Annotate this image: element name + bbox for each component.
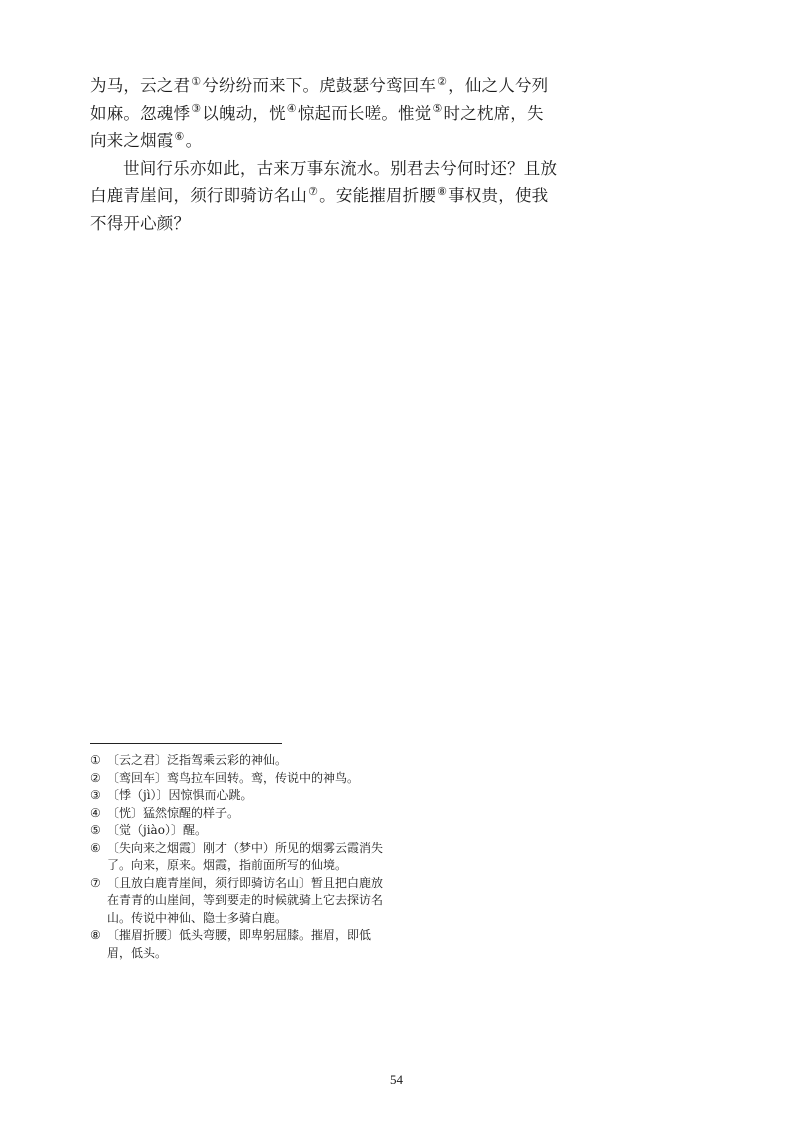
footnote-text: 〔鸾回车〕鸾鸟拉车回转。鸾，传说中的神鸟。 [107,770,360,785]
poem-text-segment: 以魄动，恍 [202,103,286,123]
footnote-8 [90,927,390,962]
poem-text-segment: 惊起而长嗟。惟觉 [297,103,432,123]
footnote-marker-2: ② [437,74,448,88]
footnote-marker-3: ③ [191,102,202,116]
footnote-1 [90,752,390,770]
poem-stanza-2 [90,155,560,238]
poem-text-segment: 时之枕席，失向来之烟霞 [90,103,544,150]
footnote-3 [90,787,390,805]
footnote-text: 〔云之君〕泛指驾乘云彩的神仙。 [107,753,288,767]
footnote-marker-7: ⑦ [308,184,319,198]
poem-stanza-1 [90,72,560,155]
footnote-text: 〔觉（jiào）〕醒。 [107,823,207,837]
footnote-number: ⑥ [90,840,101,855]
footnote-number: ③ [90,788,101,802]
footnote-marker-8: ⑧ [437,184,448,198]
page-number: 54 [390,1072,403,1087]
poem-text-segment: 。 [185,131,203,150]
poem-text [90,72,560,237]
footnote-number: ② [90,770,101,785]
footnote-number: ① [90,753,101,767]
poem-text-segment: 世间行乐亦如此，古来万事东流水。别君去兮何时还？且放白鹿青崖间，须行即骑访名山 [90,158,558,205]
footnote-number: ⑦ [90,875,101,890]
poem-text-segment: ，仙之人兮列如麻。忽魂悸 [90,76,549,123]
footnote-text: 〔悸（jì）〕因惊惧而心跳。 [107,788,253,802]
footnote-marker-1: ① [191,74,202,88]
footnote-marker-6: ⑥ [174,129,185,143]
poem-text-segment: 事权贵，使我不得开心颜？ [90,186,549,233]
footnote-text: 〔恍〕猛然惊醒的样子。 [107,805,240,820]
footnote-text: 〔且放白鹿青崖间，须行即骑访名山〕暂且把白鹿放在青青的山崖间，等到要走的时候就骑上它去探访名山。传说中神仙、隐士多骑白鹿。 [107,875,384,925]
footnote-4 [90,805,390,823]
footnote-2 [90,770,390,788]
footnote-number: ④ [90,805,101,820]
footnote-7 [90,875,390,928]
footnotes [90,752,390,962]
poem-text-segment: 。安能摧眉折腰 [319,186,437,205]
footnote-6 [90,840,390,875]
footnote-text: 〔摧眉折腰〕低头弯腰，即卑躬屈膝。摧眉，即低眉，低头。 [107,928,372,960]
footnote-text: 〔失向来之烟霞〕刚才（梦中）所见的烟雾云霞消失了。向来，原来。烟霞，指前面所写的仙境。 [107,840,384,872]
poem-text-segment: 为马，云之君 [90,76,191,95]
footnote-number: ⑤ [90,823,101,837]
footnote-divider [90,743,282,744]
footnote-marker-4: ④ [286,102,297,116]
footnote-5 [90,822,390,840]
poem-text-segment: 兮纷纷而来下。虎鼓瑟兮鸾回车 [202,76,437,95]
footnote-marker-5: ⑤ [432,102,443,116]
footnote-number: ⑧ [90,928,101,942]
